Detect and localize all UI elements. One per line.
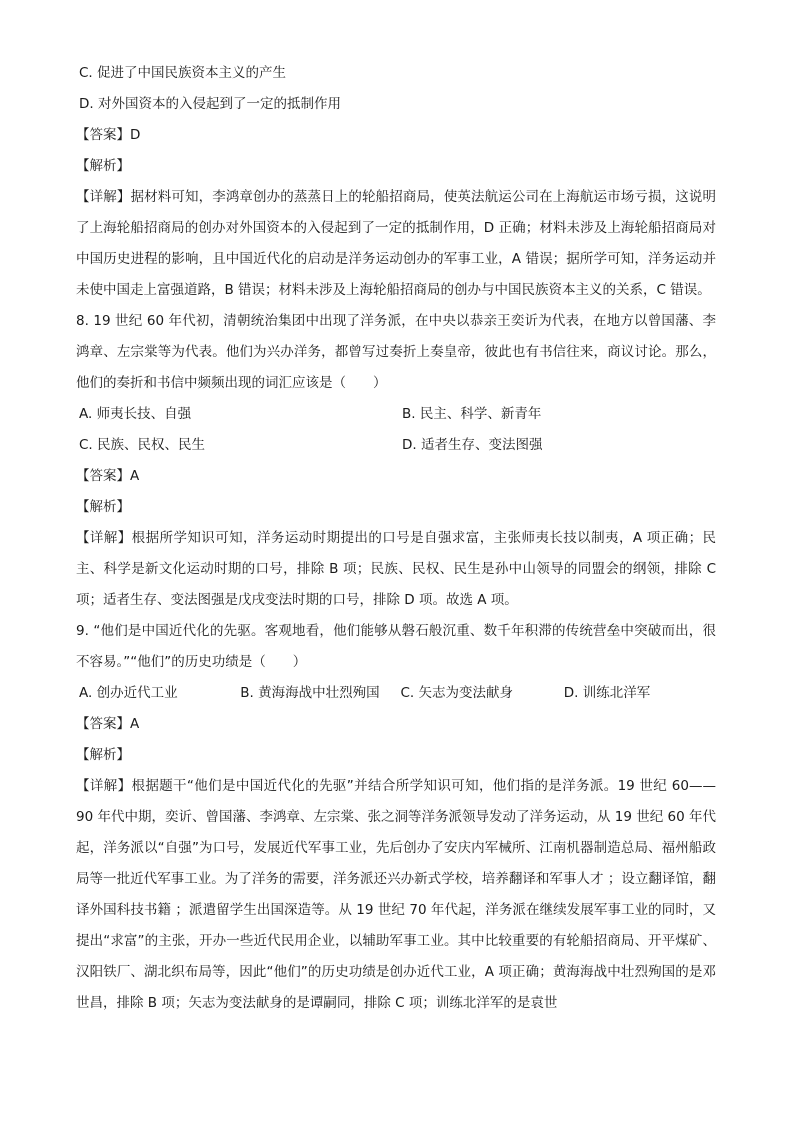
q8-option-d: D. 适者生存、变法图强: [402, 437, 543, 453]
q7-analysis-label: 【解析】: [76, 158, 130, 174]
q8-answer: 【答案】A: [76, 468, 140, 484]
q9-detail: 【详解】根据题干“他们是中国近代化的先驱”并结合所学知识可知，他们指的是洋务派。19 世纪 60——90 年代中期，奕䜣、曾国藩、李鸿章、左宗棠、张之洞等洋务派领导发动了洋务运动，从 19 世纪 60 年代起，洋务派以“自强”为口号，发展近代军事工业，先后创办了安庆内军械所、江南机器制造总局、福州船政局等一批近代军事工业。为了洋务的需要，洋务派还兴办新式学校，培养翻译和军事人才 ；设立翻译馆，翻译外国科技书籍 ；派遣留学生出国深造等。从 19 世纪 70 年代起，洋务派在继续发展军事工业的同时，又提出“求富”的主张，开办一些近代民用企业，以辅助军事工业。其中比较重要的有轮船招商局、开平煤矿、汉阳铁厂、湖北织布局等，因此“他们”的历史功绩是创办近代工业，A 项正确；黄海海战中壮烈殉国的是邓世昌，排除 B 项；矢志为变法献身的是谭嗣同，排除 C 项；训练北洋军的是袁世: [76, 778, 716, 1011]
q9-answer: 【答案】A: [76, 716, 140, 732]
document-page: [76, 58, 716, 1019]
q7-answer: 【答案】D: [76, 127, 141, 143]
q9-option-b: B. 黄海海战中壮烈殉国: [240, 685, 380, 701]
q8-detail: 【详解】根据所学知识可知，洋务运动时期提出的口号是自强求富，主张师夷长技以制夷，A 项正确；民主、科学是新文化运动时期的口号，排除 B 项；民族、民权、民生是孙中山领导的同盟会的纲领，排除 C 项；适者生存、变法图强是戊戌变法时期的口号，排除 D 项。故选 A 项。: [76, 530, 716, 608]
q7-option-c: C. 促进了中国民族资本主义的产生: [79, 65, 287, 81]
q8-option-a: A. 师夷长技、自强: [79, 406, 192, 422]
q8-analysis-label: 【解析】: [76, 499, 130, 515]
q8-option-c: C. 民族、民权、民生: [79, 437, 206, 453]
q8-stem: 8. 19 世纪 60 年代初，清朝统治集团中出现了洋务派，在中央以恭亲王奕䜣为代表，在地方以曾国藩、李鸿章、左宗棠等为代表。他们为兴办洋务，都曾写过奏折上奏皇帝，彼此也有书信往来，商议讨论。那么，他们的奏折和书信中频频出现的词汇应该是（ ）: [76, 313, 716, 391]
q8-options-row-2: [76, 430, 716, 461]
q7-option-d: D. 对外国资本的入侵起到了一定的抵制作用: [79, 96, 341, 112]
q9-options-row: [76, 678, 716, 709]
q8-option-b: B. 民主、科学、新青年: [402, 406, 542, 422]
q9-analysis-label: 【解析】: [76, 747, 130, 763]
q7-detail: 【详解】据材料可知，李鸿章创办的蒸蒸日上的轮船招商局，使英法航运公司在上海航运市场亏损，这说明了上海轮船招商局的创办对外国资本的入侵起到了一定的抵制作用，D 正确；材料未涉及上海轮船招商局对中国历史进程的影响，且中国近代化的启动是洋务运动创办的军事工业，A 错误；据所学可知，洋务运动并未使中国走上富强道路，B 错误；材料未涉及上海轮船招商局的创办与中国民族资本主义的关系，C 错误。: [76, 189, 716, 298]
q9-option-a: A. 创办近代工业: [79, 685, 178, 701]
q9-option-c: C. 矢志为变法献身: [400, 685, 513, 701]
q8-options-row-1: [76, 399, 716, 430]
q9-option-d: D. 训练北洋军: [563, 685, 651, 701]
q9-stem: 9. “他们是中国近代化的先驱。客观地看，他们能够从磐石般沉重、数千年积滞的传统营垒中突破而出，很不容易。”“他们”的历史功绩是（ ）: [76, 623, 716, 670]
